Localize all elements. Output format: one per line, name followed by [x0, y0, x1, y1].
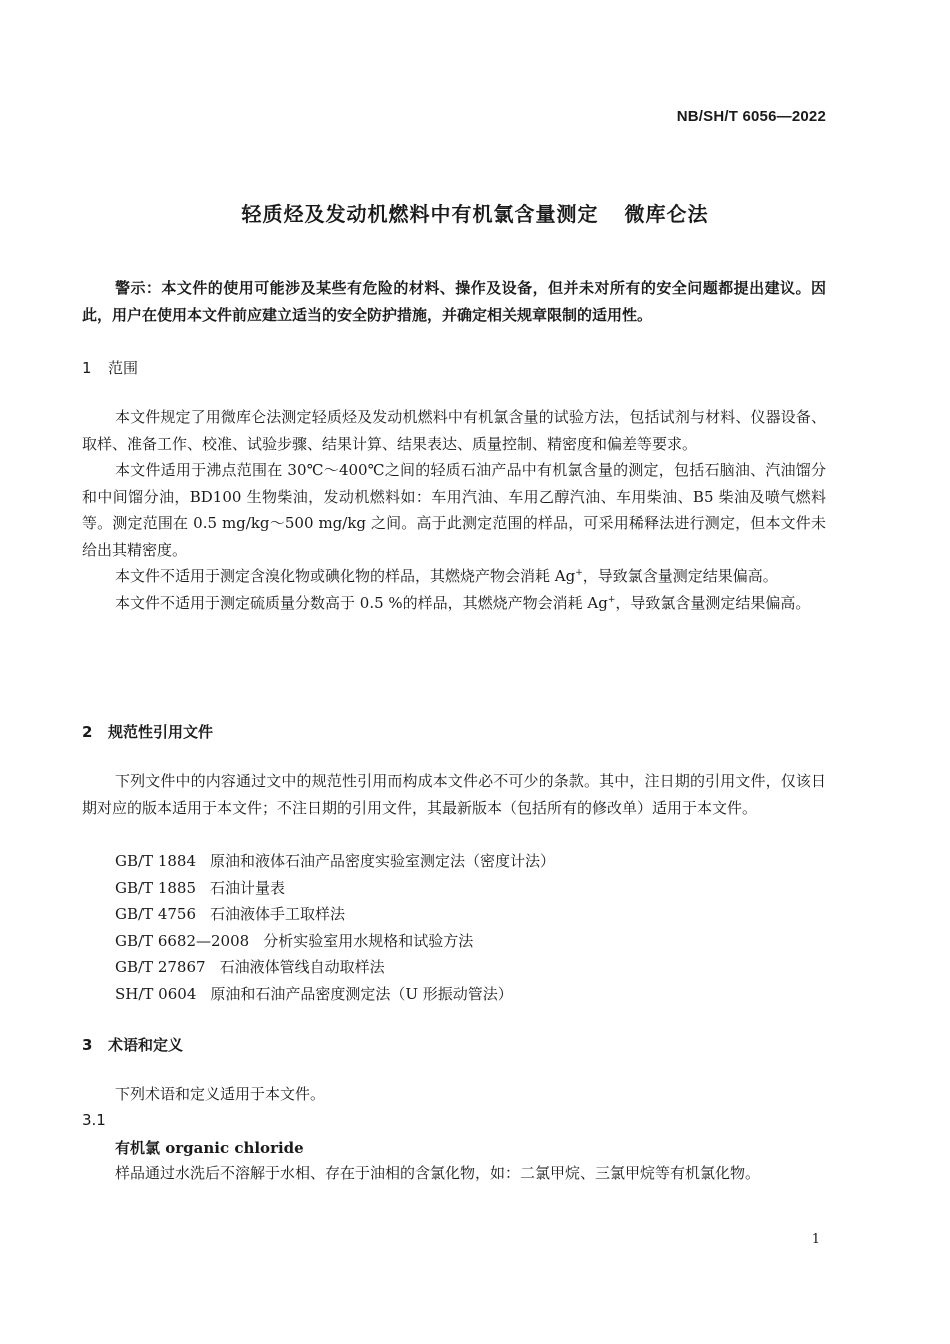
section-number: 2: [82, 723, 93, 741]
warning-text: 警示：本文件的使用可能涉及某些有危险的材料、操作及设备，但并未对所有的安全问题都提出建议。因此，用户在使用本文件前应建立适当的安全防护措施，并确定相关规章限制的适用性。: [82, 279, 826, 324]
list-item: [115, 928, 555, 955]
term-number: 3.1: [82, 1111, 106, 1129]
section-1-body: [82, 404, 826, 616]
reference-code: SH/T 0604: [115, 984, 197, 1003]
section-2-body: [82, 768, 826, 821]
list-item: [115, 848, 555, 875]
list-item: [115, 981, 555, 1008]
term-english: organic chloride: [165, 1139, 304, 1157]
list-item: [115, 901, 555, 928]
list-item: [115, 954, 555, 981]
term-definition: 样品通过水洗后不溶解于水相、存在于油相的含氯化物，如：二氯甲烷、三氯甲烷等有机氯化物。: [115, 1164, 761, 1182]
standard-code: NB/SH/T 6056—2022: [676, 108, 826, 125]
terms-intro: 下列术语和定义适用于本文件。: [115, 1085, 326, 1103]
reference-list: [115, 848, 555, 1007]
section-title: 术语和定义: [108, 1036, 184, 1054]
term-chinese: 有机氯: [115, 1139, 161, 1157]
reference-name: 石油计量表: [210, 878, 286, 897]
document-title: [0, 198, 950, 227]
title-method: 微库仑法: [624, 202, 709, 226]
reference-name: 分析实验室用水规格和试验方法: [263, 931, 474, 950]
title-main: 轻质烃及发动机燃料中有机氯含量测定: [241, 202, 599, 226]
reference-code: GB/T 27867: [115, 958, 206, 976]
reference-name: 石油液体手工取样法: [210, 905, 346, 923]
term-name: [115, 1137, 304, 1158]
reference-name: 原油和液体石油产品密度实验室测定法（密度计法）: [210, 852, 556, 870]
section-2-heading: [82, 721, 213, 742]
list-item: [115, 875, 555, 902]
section-title: 规范性引用文件: [108, 723, 214, 741]
reference-code: GB/T 6682—2008: [115, 931, 250, 950]
scope-paragraph-2: 本文件适用于沸点范围在 30℃～400℃之间的轻质石油产品中有机氯含量的测定，包括石脑油、汽油馏分和中间馏分油，BD100 生物柴油，发动机燃料如：车用汽油、车用乙醇汽油、车用柴油、B5 柴油及喷气燃料等。测定范围在 0.5 mg/kg～500 mg/kg 之间。高于此测定范围的样品，可采用稀释法进行测定，但本文件未给出其精密度。: [82, 461, 826, 559]
reference-code: GB/T 4756: [115, 905, 197, 923]
section-3-heading: [82, 1034, 183, 1055]
section-3-body: [82, 1081, 826, 1108]
reference-code: GB/T 1884: [115, 852, 197, 870]
section-number: 1: [82, 359, 92, 377]
page-number: 1: [811, 1232, 820, 1247]
reference-code: GB/T 1885: [115, 878, 197, 897]
scope-paragraph-1: 本文件规定了用微库仑法测定轻质烃及发动机燃料中有机氯含量的试验方法，包括试剂与材料、仪器设备、取样、准备工作、校准、试验步骤、结果计算、结果表达、质量控制、精密度和偏差等要求。: [82, 408, 826, 453]
section-title: 范围: [108, 359, 139, 377]
safety-warning: [82, 275, 826, 329]
reference-name: 原油和石油产品密度测定法（U 形振动管法）: [210, 984, 513, 1003]
reference-name: 石油液体管线自动取样法: [219, 958, 385, 976]
section-1-heading: [82, 357, 138, 378]
references-intro: 下列文件中的内容通过文中的规范性引用而构成本文件必不可少的条款。其中，注日期的引用文件，仅该日期对应的版本适用于本文件；不注日期的引用文件，其最新版本（包括所有的修改单）适用于本文件。: [82, 772, 826, 817]
section-number: 3: [82, 1036, 93, 1054]
scope-paragraph-4: 本文件不适用于测定硫质量分数高于 0.5 %的样品，其燃烧产物会消耗 Ag+，导致氯含量测定结果偏高。: [115, 593, 811, 612]
scope-paragraph-3: 本文件不适用于测定含溴化物或碘化物的样品，其燃烧产物会消耗 Ag+，导致氯含量测定结果偏高。: [115, 567, 778, 585]
